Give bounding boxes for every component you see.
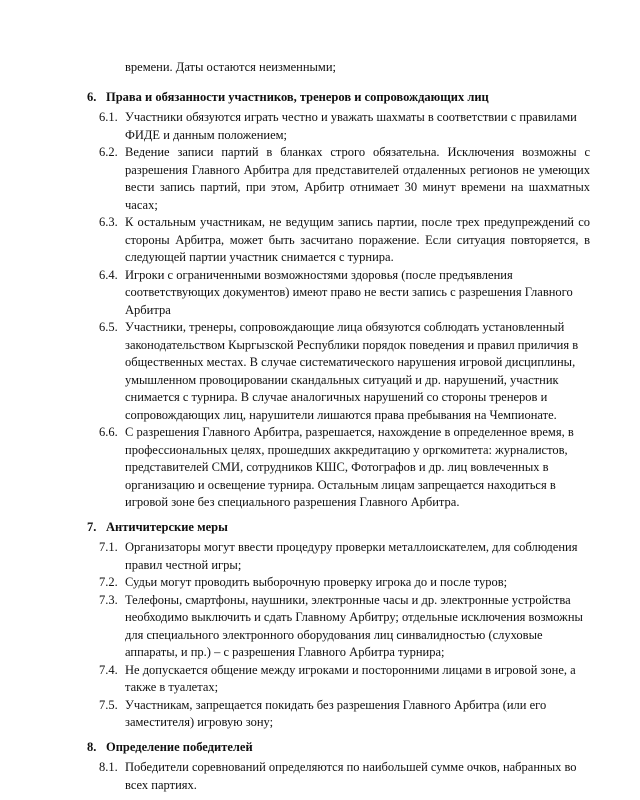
item-number: 6.5. xyxy=(99,320,118,334)
section-number: 7. xyxy=(87,519,97,534)
item-number: 7.3. xyxy=(99,592,118,607)
section-title: Определение победителей xyxy=(106,739,253,754)
item-number: 6.4. xyxy=(99,267,118,282)
item-text: Телефоны, смартфоны, наушники, электронные часы и др. электронные устройства необходимо выключить и сдать Главному Арбитру; отдельные исключения возможны для специального электронного оборудования лиц синвалидностью (слуховые аппараты, и пр.) – с разрешения Главного Арбитра турнира; xyxy=(125,592,583,659)
list-item xyxy=(99,267,590,320)
item-text: Организаторы могут ввести процедуру проверки металлоискателем, для соблюдения правил честной игры; xyxy=(125,540,578,572)
item-number: 6.6. xyxy=(99,425,118,439)
item-number: 8.1. xyxy=(99,760,118,774)
item-text: Судьи могут проводить выборочную проверку игрока до и после туров; xyxy=(125,575,508,589)
section-title: Античитерские меры xyxy=(106,519,228,534)
list-item xyxy=(99,109,590,144)
item-number: 7.5. xyxy=(99,697,118,712)
item-text: К остальным участникам, не ведущим запись партии, после трех предупреждений со стороны Арбитра, может быть засчитано поражение. Если ситуация повторяется, в следующей партии участник снимается с турнира. xyxy=(125,215,590,264)
item-text: Участникам, запрещается покидать без разрешения Главного Арбитра (или его заместителя) игровую зону; xyxy=(125,697,547,729)
item-number: 7.1. xyxy=(99,540,118,554)
section-number: 6. xyxy=(87,89,97,104)
section-heading xyxy=(87,519,590,537)
paragraph-continuation: времени. Даты остаются неизменными; xyxy=(125,60,337,74)
list-item xyxy=(99,539,590,574)
list-item xyxy=(99,144,590,214)
item-number: 7.2. xyxy=(99,575,118,589)
section-heading xyxy=(87,739,590,757)
item-text: Игроки с ограниченными возможностями здоровья (после предъявления соответствующих документов) имеют право не вести запись с разрешения Главного Арбитра xyxy=(125,267,573,317)
list-item xyxy=(99,759,590,794)
item-text: Не допускается общение между игроками и посторонними лицами в игровой зоне, а также в туалетах; xyxy=(125,662,576,694)
list-item xyxy=(99,592,590,662)
section-rights-and-duties xyxy=(87,89,590,512)
item-number: 7.4. xyxy=(99,662,118,677)
item-text: Участники, тренеры, сопровождающие лица обязуются соблюдать установленный законодательством Кыргызской Республики порядок поведения и правил приличия в общественных местах. В случае систематического нарушения игровой дисциплины, умышленном провоцировании скандальных ситуаций и др. нарушений, участник снимается с турнира. В случае аналогичных нарушений со стороны тренеров и сопровождающих лиц, нарушители лишаются права пребывания на Чемпионате. xyxy=(125,320,579,422)
section-number: 8. xyxy=(87,739,97,754)
item-text: С разрешения Главного Арбитра, разрешается, нахождение в определенное время, в профессиональных целях, прошедших аккредитацию у оргкомитета: журналистов, представителей СМИ, сотрудников КШС, Фотографов и др. лиц вовлеченных в организацию и освещение турнира. Остальным лицам запрещается находиться в игровой зоне без специального разрешения Главного Арбитра. xyxy=(125,425,574,509)
section-title: Права и обязанности участников, тренеров и сопровождающих лиц xyxy=(106,89,489,104)
list-item xyxy=(99,574,590,592)
item-text: Участники обязуются играть честно и уважать шахматы в соответствии с правилами ФИДЕ и данным положением; xyxy=(125,110,577,142)
list-item xyxy=(99,424,590,512)
item-number: 6.2. xyxy=(99,145,118,159)
list-item xyxy=(99,697,590,732)
item-text: Победители соревнований определяются по наибольшей сумме очков, набранных во всех партиях. xyxy=(125,760,577,792)
item-text: Ведение записи партий в бланках строго обязательна. Исключения возможны с разрешения Главного Арбитра для представителей отдаленных регионов не умеющих вести запись партий, при этом, Арбитр отнимает 30 минут времени на шахматных часах; xyxy=(125,145,590,212)
list-item xyxy=(99,319,590,424)
list-item xyxy=(99,662,590,697)
section-anticheating xyxy=(87,519,590,732)
list-item xyxy=(99,214,590,267)
item-number: 6.1. xyxy=(99,110,118,124)
section-winners xyxy=(87,739,590,795)
item-number: 6.3. xyxy=(99,215,118,229)
section-heading xyxy=(87,89,590,107)
